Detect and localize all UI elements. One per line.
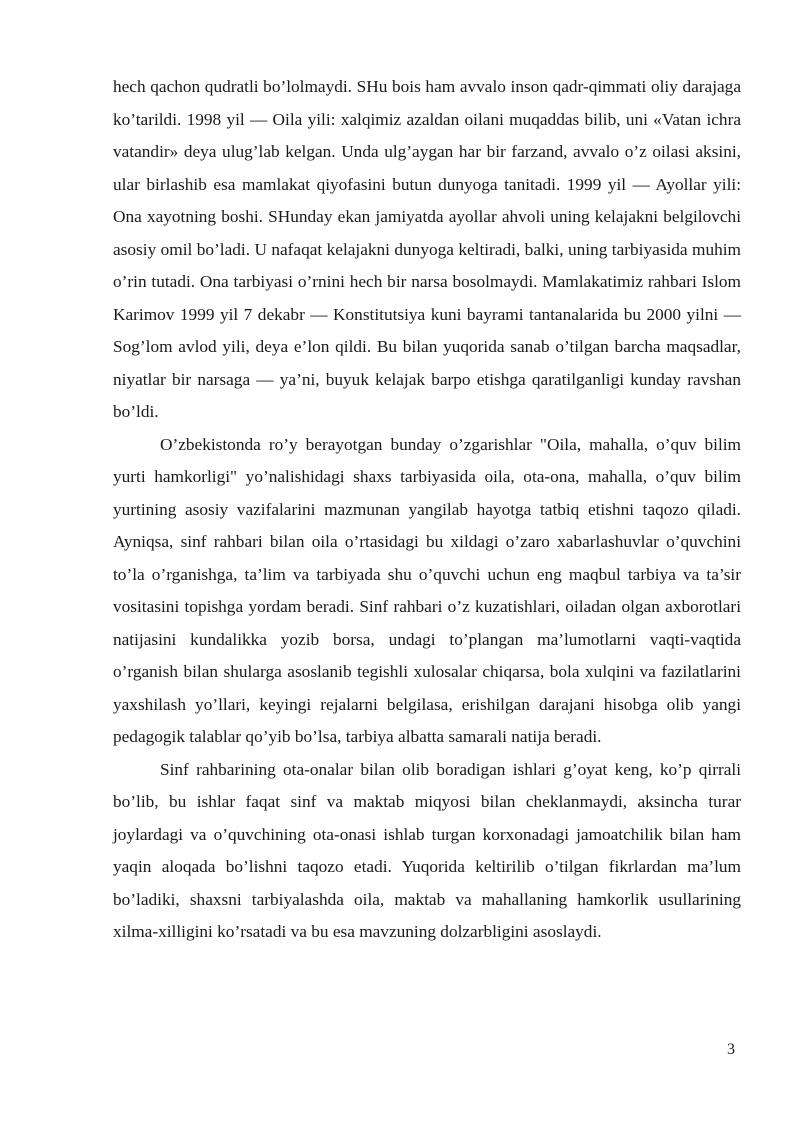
page-number: 3: [727, 1041, 735, 1058]
body-text: [113, 71, 741, 949]
paragraph-2: O’zbekistonda ro’y berayotgan bunday o’zgarishlar "Oila, mahalla, o’quv bilim yurti hamkorligi" yo’nalishidagi shaxs tarbiyasida oila, ota-ona, mahalla, o’quv bilim yurtining asosiy vazifalarini mazmunan yangilab hayotga tatbiq etishni taqozo qiladi. Ayniqsa, sinf rahbari bilan oila o’rtasidagi bu xildagi o’zaro xabarlashuvlar o’quvchini to’la o’rganishga, ta’lim va tarbiyada shu o’quvchi uchun eng maqbul tarbiya va ta’sir vositasini topishga yordam beradi. Sinf rahbari o’z kuzatishlari, oiladan olgan axborotlari natijasini kundalikka yozib borsa, undagi to’plangan ma’lumotlarni vaqti-vaqtida o’rganish bilan shularga asoslanib tegishli xulosalar chiqarsa, bola xulqini va fazilatlarini yaxshilash yo’llari, keyingi rejalarni belgilasa, erishilgan darajani hisobga olib yangi pedagogik talablar qo’yib bo’lsa, tarbiya albatta samarali natija beradi.: [113, 434, 741, 746]
paragraph-1: hech qachon qudratli bo’lolmaydi. SHu bois ham avvalo inson qadr-qimmati oliy darajaga ko’tarildi. 1998 yil — Oila yili: xalqimiz azaldan oilani muqaddas bilib, uni «Vatan ichra vatandir» deya ulug’lab kelgan. Unda ulg’aygan har bir farzand, avvalo o’z oilasi aksini, ular birlashib esa mamlakat qiyofasini butun dunyoga tanitadi. 1999 yil — Ayollar yili: Ona xayotning boshi. SHunday ekan jamiyatda ayollar ahvoli uning kelajakni belgilovchi asosiy omil bo’ladi. U nafaqat kelajakni dunyoga keltiradi, balki, uning tarbiyasida muhim o’rin tutadi. Ona tarbiyasi o’rnini hech bir narsa bosolmaydi. Mamlakatimiz rahbari Islom Karimov 1999 yil 7 dekabr — Konstitutsiya kuni bayrami tantanalarida bu 2000 yilni — Sog’lom avlod yili, deya e’lon qildi. Bu bilan yuqorida sanab o’tilgan barcha maqsadlar, niyatlar bir narsaga — ya’ni, buyuk kelajak barpo etishga qaratilganligi kunday ravshan bo’ldi.: [113, 77, 741, 421]
paragraph-3: Sinf rahbarining ota-onalar bilan olib boradigan ishlari g’oyat keng, ko’p qirrali bo’lib, bu ishlar faqat sinf va maktab miqyosi bilan cheklanmaydi, aksincha turar joylardagi va o’quvchining ota-onasi ishlab turgan korxonadagi jamoatchilik bilan ham yaqin aloqada bo’lishni taqozo etadi. Yuqorida keltirilib o’tilgan fikrlardan ma’lum bo’ladiki, shaxsni tarbiyalashda oila, maktab va mahallaning hamkorlik usullarining xilma-xilligini ko’rsatadi va bu esa mavzuning dolzarbligini asoslaydi.: [113, 759, 741, 941]
